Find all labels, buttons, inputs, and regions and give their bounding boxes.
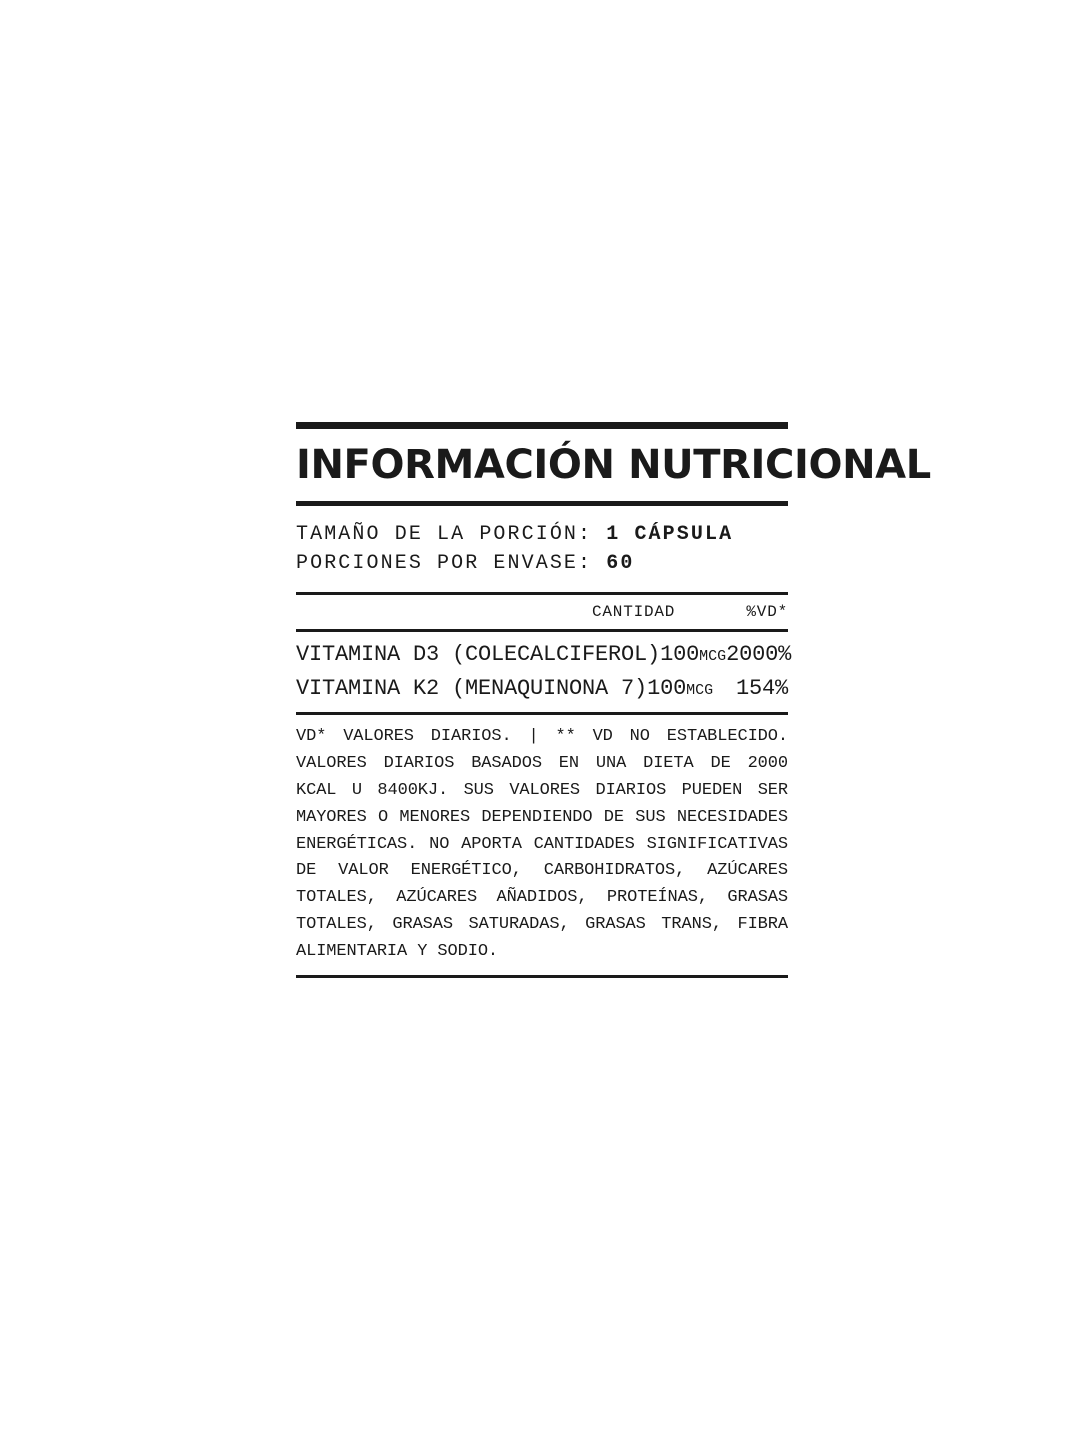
nutrient-daily-value: 2000% <box>726 642 792 667</box>
serving-size-row <box>296 520 788 549</box>
divider-bottom <box>296 975 788 978</box>
column-headers <box>296 595 788 629</box>
column-header-daily-value: %VD* <box>746 603 788 621</box>
nutrient-amount-value: 100 <box>660 642 700 667</box>
servings-per-container-label: PORCIONES POR ENVASE: <box>296 552 607 575</box>
divider-top <box>296 422 788 429</box>
servings-per-container-row <box>296 549 788 578</box>
serving-size-label: TAMAÑO DE LA PORCIÓN: <box>296 523 607 546</box>
nutrient-amount-value: 100 <box>647 676 687 702</box>
serving-size-value: 1 CÁPSULA <box>606 523 734 546</box>
nutrient-name: VITAMINA K2 (MENAQUINONA 7) <box>296 676 648 702</box>
page-title: INFORMACIÓN NUTRICIONAL <box>296 442 931 488</box>
nutrient-daily-value: 154% <box>735 676 788 702</box>
nutrient-amount <box>660 638 726 672</box>
nutrient-row <box>296 638 792 672</box>
nutrient-name: VITAMINA D3 (COLECALCIFEROL) <box>296 642 661 667</box>
nutrient-list <box>296 632 792 712</box>
nutrition-facts-panel <box>296 422 931 978</box>
nutrient-row <box>296 672 788 706</box>
footnote-text: VD* VALORES DIARIOS. | ** VD NO ESTABLECIDO. VALORES DIARIOS BASADOS EN UNA DIETA DE 2000 KCAL U 8400KJ. SUS VALORES DIARIOS PUEDEN SER MAYORES O MENORES DEPENDIENDO DE SUS NECESIDADES ENERGÉTICAS. NO APORTA CANTIDADES SIGNIFICATIVAS DE VALOR ENERGÉTICO, CARBOHIDRATOS, AZÚCARES TOTALES, AZÚCARES AÑADIDOS, PROTEÍNAS, GRASAS TOTALES, GRASAS SATURADAS, GRASAS TRANS, FIBRA ALIMENTARIA Y SODIO. <box>296 727 788 962</box>
column-header-amount: CANTIDAD <box>592 603 676 621</box>
nutrient-amount-unit: MCG <box>699 648 727 665</box>
nutrient-amount <box>647 672 724 706</box>
serving-info <box>296 520 788 578</box>
nutrient-amount-unit: MCG <box>686 682 714 700</box>
divider-under-title <box>296 501 788 506</box>
servings-per-container-value: 60 <box>606 552 635 575</box>
